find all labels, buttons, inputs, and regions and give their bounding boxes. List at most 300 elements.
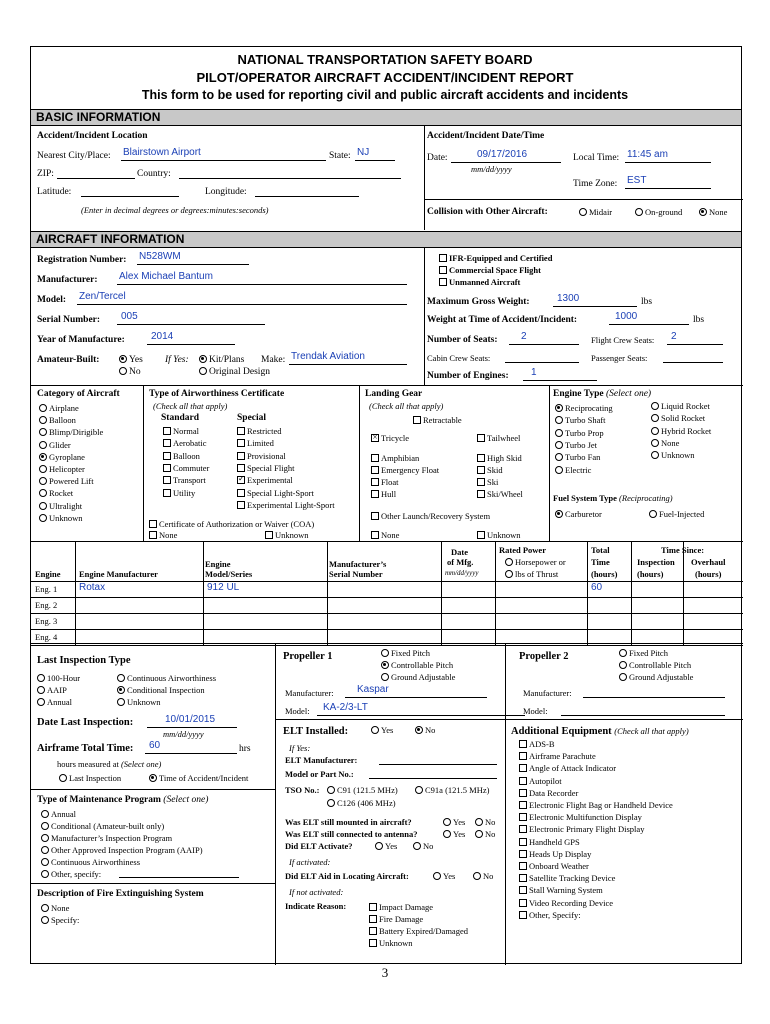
option-label: Reciprocating <box>565 403 613 413</box>
seats-field[interactable]: 2 <box>521 331 527 342</box>
elt-aid-label: Did ELT Aid in Locating Aircraft: <box>285 871 409 881</box>
radio-icon <box>41 846 49 854</box>
engine-row-eng: Eng. 2 <box>35 600 58 610</box>
category-ultralight[interactable] <box>39 501 82 511</box>
prop1-model-field[interactable]: KA-2/3-LT <box>323 702 368 713</box>
equipment-other-specify[interactable] <box>519 910 581 920</box>
datetime-label: Accident/Incident Date/Time <box>427 131 545 141</box>
special-restricted[interactable] <box>237 426 281 436</box>
option-label: Turbo Shaft <box>565 415 606 426</box>
gear-emergency-float[interactable]: Emergency Float <box>371 465 439 475</box>
th-inspection-2: (hours) <box>637 569 664 579</box>
option-label: ADS-B <box>529 739 555 749</box>
option-label: Normal <box>173 426 199 436</box>
elt-connected-no[interactable]: No <box>475 829 495 839</box>
gear-float[interactable]: Float <box>371 477 398 487</box>
unmanned-checkbox[interactable]: Unmanned Aircraft <box>439 277 520 287</box>
th-model-1: Engine <box>205 559 231 569</box>
make-field[interactable]: Trendak Aviation <box>291 351 365 362</box>
airframe-time-field[interactable]: 60 <box>149 740 161 751</box>
equipment-electronic-flight-bag-or-handheld-device[interactable] <box>519 800 673 810</box>
insp-aaip[interactable]: AAIP <box>37 685 67 695</box>
gear-ski-wheel[interactable]: Ski/Wheel <box>477 489 523 499</box>
standard-utility[interactable] <box>163 488 195 498</box>
equipment-video-recording-device[interactable] <box>519 898 613 908</box>
flight-crew-field[interactable]: 2 <box>671 331 677 342</box>
checkbox-icon <box>519 886 527 894</box>
option-label: Electronic Multifunction Display <box>529 812 642 823</box>
timezone-field[interactable]: EST <box>627 175 647 186</box>
equipment-angle-of-attack-indicator[interactable] <box>519 763 616 773</box>
radio-icon <box>41 810 49 818</box>
coa-none[interactable]: None <box>149 530 177 540</box>
radio-icon <box>651 451 659 459</box>
standard-transport[interactable] <box>163 475 206 485</box>
mgw-field[interactable]: 1300 <box>557 293 580 304</box>
prop2-title: Propeller 2 <box>519 651 569 662</box>
model-field[interactable]: Zen/Tercel <box>79 291 126 302</box>
table-rule <box>31 645 743 646</box>
option-label: Balloon <box>173 450 200 461</box>
option-label: Stall Warning System <box>529 885 603 896</box>
fuel-carburetor[interactable]: Carburetor <box>555 509 602 519</box>
amateur-built-label: Amateur-Built: <box>37 355 100 365</box>
engine-liquid-rocket[interactable] <box>651 401 710 411</box>
tso-label: TSO No.: <box>285 785 320 795</box>
option-label: None <box>661 437 680 448</box>
special-provisional[interactable] <box>237 451 286 461</box>
airframe-time-unit: hrs <box>239 744 251 754</box>
seats-label: Number of Seats: <box>427 335 498 345</box>
serial-field[interactable]: 005 <box>121 311 138 322</box>
radio-icon <box>39 453 47 461</box>
basic-info-header: BASIC INFORMATION <box>31 109 741 126</box>
maintenance-continuous-airworthiness[interactable] <box>41 857 140 867</box>
airworthiness-title: Type of Airworthiness Certificate <box>149 389 285 399</box>
prop2-controllable[interactable]: Controllable Pitch <box>619 660 691 670</box>
reason-battery-expired-damaged[interactable] <box>369 926 468 936</box>
checkbox-icon <box>519 862 527 870</box>
last-insp-date-hint: mm/dd/yyyy <box>163 729 204 739</box>
elt-no[interactable]: No <box>415 725 435 735</box>
elt-mounted-no[interactable]: No <box>475 817 495 827</box>
radio-icon <box>555 441 563 449</box>
option-label: Hybrid Rocket <box>661 425 712 436</box>
weight-field[interactable]: 1000 <box>615 311 638 322</box>
last-insp-date-label: Date Last Inspection: <box>37 717 134 728</box>
manufacturer-field[interactable]: Alex Michael Bantum <box>119 271 213 282</box>
prop2-ground[interactable]: Ground Adjustable <box>619 672 693 682</box>
gear-tailwheel[interactable]: Tailwheel <box>477 433 520 443</box>
radio-icon <box>651 414 659 422</box>
category-powered-lift[interactable] <box>39 476 94 486</box>
serial-label: Serial Number: <box>37 315 101 325</box>
elt-yes[interactable]: Yes <box>371 725 393 735</box>
engines-label: Number of Engines: <box>427 371 509 381</box>
elt-mounted-yes[interactable]: Yes <box>443 817 465 827</box>
equipment-stall-warning-system[interactable] <box>519 885 603 895</box>
engine-turbo-prop[interactable] <box>555 428 604 438</box>
prop1-mfr-label: Manufacturer: <box>285 688 334 698</box>
category-title: Category of Aircraft <box>37 389 120 399</box>
equipment-satellite-tracking-device[interactable] <box>519 873 615 883</box>
category-helicopter[interactable] <box>39 464 85 474</box>
timezone-label: Time Zone: <box>573 179 618 189</box>
th-date-3: mm/dd/yyyy <box>445 569 479 577</box>
option-label: Unknown <box>379 938 413 948</box>
elt-mounted-label: Was ELT still mounted in aircraft? <box>285 817 412 827</box>
th-horsepower[interactable]: Horsepower or <box>505 557 566 567</box>
maintenance-title: Type of Maintenance Program (Select one) <box>37 795 209 805</box>
registration-label: Registration Number: <box>37 255 127 265</box>
insp-annual[interactable]: Annual <box>37 697 72 707</box>
local-time-label: Local Time: <box>573 153 620 163</box>
option-label: Powered Lift <box>49 476 94 487</box>
maintenance-annual[interactable] <box>41 809 76 819</box>
engine-reciprocating[interactable] <box>555 403 613 413</box>
checkbox-icon <box>163 427 171 435</box>
engine-turbo-fan[interactable] <box>555 452 600 462</box>
option-label: Conditional (Amateur-built only) <box>51 821 165 831</box>
prop1-ground[interactable]: Ground Adjustable <box>381 672 455 682</box>
option-label: Special Flight <box>247 462 295 473</box>
prop1-fixed[interactable]: Fixed Pitch <box>381 648 430 658</box>
date-hint: mm/dd/yyyy <box>471 164 512 174</box>
option-label: Liquid Rocket <box>661 401 710 411</box>
elt-connected-label: Was ELT still connected to antenna? <box>285 829 418 839</box>
gear-skid[interactable]: Skid <box>477 465 503 475</box>
tso-c91a[interactable]: C91a (121.5 MHz) <box>415 785 489 795</box>
checkbox-icon <box>163 476 171 484</box>
tso-c126[interactable]: C126 (406 MHz) <box>327 798 396 808</box>
engine-row-tt[interactable]: 60 <box>591 582 603 593</box>
maintenance-conditional-amateur-built-only[interactable] <box>41 821 164 831</box>
engine-electric[interactable] <box>555 465 591 475</box>
option-label: Angle of Attack Indicator <box>529 763 617 774</box>
engine-none[interactable] <box>651 438 679 448</box>
prop2-fixed[interactable]: Fixed Pitch <box>619 648 668 658</box>
option-label: Ultralight <box>49 500 83 511</box>
city-label: Nearest City/Place: <box>37 151 111 161</box>
th-date-2: of Mfg. <box>447 557 474 567</box>
prop2-mfr-label: Manufacturer: <box>523 688 572 698</box>
engine-solid-rocket[interactable] <box>651 413 705 423</box>
gear-title: Landing Gear <box>365 389 423 399</box>
insp-continuous[interactable]: Continuous Airworthiness <box>117 673 216 683</box>
standard-normal[interactable] <box>163 426 199 436</box>
radio-icon <box>41 834 49 842</box>
radio-icon <box>39 514 47 522</box>
option-label: Transport <box>173 475 206 486</box>
form-frame <box>30 46 742 964</box>
gear-ski[interactable]: Ski <box>477 477 498 487</box>
option-label: Aerobatic <box>173 438 207 449</box>
option-label: Onboard Weather <box>529 861 589 871</box>
fire-specify[interactable]: Specify: <box>41 915 79 925</box>
category-unknown[interactable] <box>39 513 83 523</box>
gear-hint: (Check all that apply) <box>369 401 444 411</box>
city-field[interactable]: Blairstown Airport <box>123 147 201 158</box>
equipment-handheld-gps[interactable] <box>519 837 580 847</box>
checkbox-icon <box>519 850 527 858</box>
elt-activate-yes[interactable]: Yes <box>375 841 397 851</box>
fuel-system-title: Fuel System Type (Reciprocating) <box>553 493 673 503</box>
special-limited[interactable] <box>237 438 274 448</box>
standard-commuter[interactable] <box>163 463 209 473</box>
amateur-yes[interactable]: Yes <box>119 355 143 365</box>
option-label: Helicopter <box>49 464 85 474</box>
tso-c91[interactable]: C91 (121.5 MHz) <box>327 785 398 795</box>
special-experimental[interactable] <box>237 475 293 485</box>
csf-checkbox[interactable]: Commercial Space Flight <box>439 265 541 275</box>
option-label: Restricted <box>247 426 282 436</box>
registration-field[interactable]: N528WM <box>139 251 181 262</box>
checkbox-icon <box>519 789 527 797</box>
gear-hull[interactable]: Hull <box>371 489 396 499</box>
amateur-no[interactable]: No <box>119 367 141 377</box>
th-serial-1: Manufacturer’s <box>329 559 387 569</box>
prop1-controllable[interactable]: Controllable Pitch <box>381 660 453 670</box>
gear-high-skid[interactable]: High Skid <box>477 453 522 463</box>
country-label: Country: <box>137 169 171 179</box>
option-label: Fire Damage <box>379 914 424 924</box>
th-overhaul-2: (hours) <box>695 569 722 579</box>
elt-if-not-activated: If not activated: <box>289 887 344 897</box>
equipment-heads-up-display[interactable] <box>519 849 591 859</box>
maintenance-manufacturer-s-inspection-program[interactable] <box>41 833 172 843</box>
maintenance-other-approved-inspection-program-aaip[interactable] <box>41 845 203 855</box>
option-label: Impact Damage <box>379 902 434 912</box>
radio-icon <box>555 429 563 437</box>
engine-row-eng: Eng. 4 <box>35 632 58 642</box>
elt-if-activated: If activated: <box>289 857 331 867</box>
engine-row-model[interactable]: 912 UL <box>207 582 240 593</box>
checkbox-icon <box>519 813 527 821</box>
radio-icon <box>555 453 563 461</box>
category-gyroplane[interactable] <box>39 452 85 462</box>
option-label: Unknown <box>49 512 83 523</box>
date-field[interactable]: 09/17/2016 <box>477 149 528 160</box>
option-label: Manufacturer’s Inspection Program <box>51 833 173 843</box>
engine-turbo-shaft[interactable] <box>555 415 606 425</box>
category-airplane[interactable] <box>39 403 79 413</box>
th-total-2: Time <box>591 557 610 567</box>
checkbox-icon <box>519 752 527 760</box>
elt-model-label: Model or Part No.: <box>285 769 354 779</box>
category-glider[interactable] <box>39 440 71 450</box>
reason-fire-damage[interactable] <box>369 914 423 924</box>
location-label: Accident/Incident Location <box>37 131 148 141</box>
elt-activate-no[interactable]: No <box>413 841 433 851</box>
equipment-electronic-primary-flight-display[interactable] <box>519 824 644 834</box>
year-field[interactable]: 2014 <box>151 331 174 342</box>
mgw-unit: lbs <box>641 297 653 307</box>
prop2-model-label: Model: <box>523 706 548 716</box>
engine-turbo-jet[interactable] <box>555 440 597 450</box>
coa-unknown[interactable]: Unknown <box>265 530 309 540</box>
collision-on-ground[interactable]: On-ground <box>635 207 682 217</box>
th-inspection-1: Inspection <box>637 557 675 567</box>
engine-hybrid-rocket[interactable] <box>651 426 711 436</box>
checkbox-icon <box>519 777 527 785</box>
radio-icon <box>39 489 47 497</box>
option-label: Experimental <box>247 475 293 486</box>
radio-icon <box>555 466 563 474</box>
measured-time-of-accident[interactable]: Time of Accident/Incident <box>149 773 248 783</box>
equipment-ads-b[interactable] <box>519 739 555 749</box>
option-label: Provisional <box>247 450 286 461</box>
insp-unknown[interactable]: Unknown <box>117 697 161 707</box>
if-yes-label: If Yes: <box>165 355 189 365</box>
state-field[interactable]: NJ <box>357 147 370 158</box>
checkbox-icon <box>519 825 527 833</box>
equipment-onboard-weather[interactable] <box>519 861 589 871</box>
collision-midair[interactable]: Midair <box>579 207 612 217</box>
reason-unknown[interactable] <box>369 938 413 948</box>
fire-none[interactable]: None <box>41 903 69 913</box>
inspection-title: Last Inspection Type <box>37 655 131 666</box>
category-rocket[interactable] <box>39 488 73 498</box>
fuel-injected[interactable]: Fuel-Injected <box>649 509 704 519</box>
latitude-label: Latitude: <box>37 187 72 197</box>
measured-last-inspection[interactable]: Last Inspection <box>59 773 121 783</box>
prop1-model-label: Model: <box>285 706 310 716</box>
table-rule <box>31 613 743 614</box>
checkbox-icon <box>519 911 527 919</box>
th-time-since: Time Since: <box>661 545 705 555</box>
elt-aid-no[interactable]: No <box>473 871 493 881</box>
radio-icon <box>39 477 47 485</box>
option-label: Other Approved Inspection Program (AAIP) <box>51 845 203 855</box>
elt-connected-yes[interactable]: Yes <box>443 829 465 839</box>
original-design[interactable]: Original Design <box>199 367 270 377</box>
th-rated-power: Rated Power <box>499 545 546 555</box>
radio-icon <box>651 439 659 447</box>
engine-unknown[interactable] <box>651 450 695 460</box>
local-time-field[interactable]: 11:45 am <box>627 149 668 160</box>
manufacturer-label: Manufacturer: <box>37 275 98 285</box>
option-label: Turbo Fan <box>565 452 601 463</box>
collision-none[interactable]: None <box>699 207 727 217</box>
ifr-checkbox[interactable]: IFR-Equipped and Certified <box>439 253 552 263</box>
engine-type-title: Engine Type (Select one) <box>553 389 652 399</box>
checkbox-icon <box>519 764 527 772</box>
insp-conditional[interactable]: Conditional Inspection <box>117 685 205 695</box>
airworthiness-hint: (Check all that apply) <box>153 401 228 411</box>
option-label: Airframe Parachute <box>529 751 596 762</box>
option-label: Heads Up Display <box>529 848 592 859</box>
checkbox-icon <box>237 452 245 460</box>
engine-row-mfr[interactable]: Rotax <box>79 582 106 593</box>
radio-icon <box>555 404 563 412</box>
gear-amphibian[interactable]: Amphibian <box>371 453 419 463</box>
category-blimp-dirigible[interactable] <box>39 427 103 437</box>
option-label: Battery Expired/Damaged <box>379 926 468 936</box>
fire-system-title: Description of Fire Extinguishing System <box>37 889 204 899</box>
table-rule <box>31 581 743 582</box>
special-experimental-light-sport[interactable] <box>237 500 335 510</box>
radio-icon <box>651 402 659 410</box>
standard-balloon[interactable] <box>163 451 200 461</box>
gear-tricycle[interactable]: ×Tricycle <box>371 433 409 443</box>
category-balloon[interactable] <box>39 415 76 425</box>
radio-icon <box>651 427 659 435</box>
elt-mfr-label: ELT Manufacturer: <box>285 755 358 765</box>
option-label: Data Recorder <box>529 787 579 798</box>
checkbox-icon <box>237 476 245 484</box>
state-label: State: <box>329 151 351 161</box>
option-label: Experimental Light-Sport <box>247 499 335 510</box>
coa-checkbox[interactable]: Certificate of Authorization or Waiver (COA) <box>149 519 314 529</box>
hours-measured-label: hours measured at (Select one) <box>57 759 162 769</box>
equipment-data-recorder[interactable] <box>519 788 578 798</box>
standard-aerobatic[interactable] <box>163 438 207 448</box>
gear-retractable[interactable]: Retractable <box>413 415 462 425</box>
option-label: Other, specify: <box>51 869 102 879</box>
equipment-airframe-parachute[interactable] <box>519 751 596 761</box>
radio-icon <box>41 822 49 830</box>
radio-icon <box>39 404 47 412</box>
option-label: Gyroplane <box>49 451 85 462</box>
checkbox-icon <box>237 427 245 435</box>
special-special-light-sport[interactable] <box>237 488 314 498</box>
equipment-autopilot[interactable] <box>519 776 562 786</box>
option-label: Rocket <box>49 488 74 499</box>
th-serial-2: Serial Number <box>329 569 383 579</box>
gear-other[interactable]: Other Launch/Recovery System <box>371 511 490 521</box>
option-label: Unknown <box>661 450 695 461</box>
checkbox-icon <box>237 501 245 509</box>
th-total-1: Total <box>591 545 610 555</box>
checkbox-icon <box>237 464 245 472</box>
option-label: Handheld GPS <box>529 836 580 847</box>
special-label: Special <box>237 413 267 423</box>
reason-impact-damage[interactable] <box>369 902 433 912</box>
option-label: Glider <box>49 439 71 450</box>
kit-plans[interactable]: Kit/Plans <box>199 355 244 365</box>
equipment-electronic-multifunction-display[interactable] <box>519 812 642 822</box>
prop1-title: Propeller 1 <box>283 651 333 662</box>
special-special-flight[interactable] <box>237 463 294 473</box>
th-thrust[interactable]: lbs of Thrust <box>505 569 558 579</box>
th-engine: Engine <box>35 569 61 579</box>
gear-unknown[interactable]: Unknown <box>477 530 521 540</box>
prop1-mfr-field[interactable]: Kaspar <box>357 684 389 695</box>
option-label: Special Light-Sport <box>247 487 314 498</box>
aircraft-info-header: AIRCRAFT INFORMATION <box>31 231 741 248</box>
th-overhaul-1: Overhaul <box>691 557 726 567</box>
option-label: Annual <box>51 809 77 819</box>
option-label: Turbo Jet <box>565 439 598 450</box>
th-date-1: Date <box>451 547 468 557</box>
checkbox-icon <box>519 874 527 882</box>
gear-none[interactable]: None <box>371 530 399 540</box>
checkbox-icon <box>519 801 527 809</box>
checkbox-icon <box>519 740 527 748</box>
checkbox-icon <box>369 915 377 923</box>
elt-aid-yes[interactable]: Yes <box>433 871 455 881</box>
checkbox-icon <box>237 439 245 447</box>
model-label: Model: <box>37 295 67 305</box>
engines-field[interactable]: 1 <box>531 367 537 378</box>
radio-icon <box>41 870 49 878</box>
checkbox-icon <box>519 899 527 907</box>
insp-100-hour[interactable]: 100-Hour <box>37 673 80 683</box>
collision-label: Collision with Other Aircraft: <box>427 207 548 217</box>
last-insp-date-field[interactable]: 10/01/2015 <box>165 714 216 725</box>
table-rule <box>31 629 743 630</box>
maintenance-other-specify[interactable] <box>41 869 101 879</box>
